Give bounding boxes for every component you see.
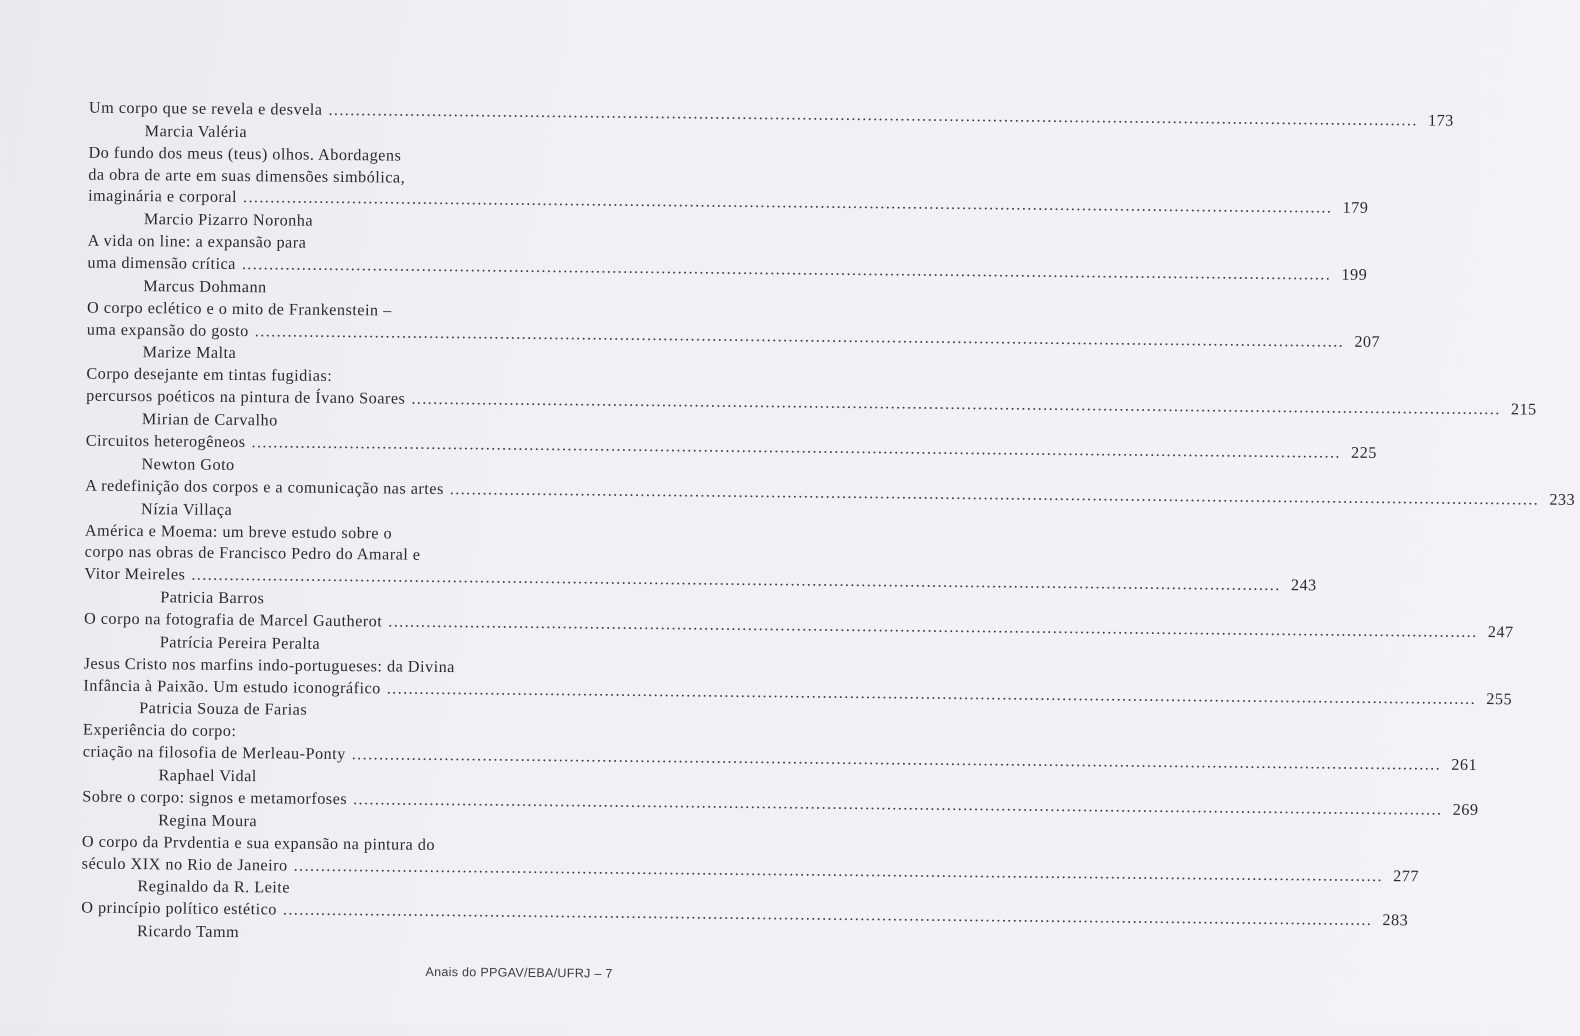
toc-entry-title-line: A vida on line: a expansão para bbox=[87, 231, 307, 252]
toc-entry-author: Marcio Pizarro Noronha bbox=[143, 210, 314, 230]
toc-entry-title-line: Circuitos heterogêneos bbox=[85, 431, 246, 452]
toc-entry-title-line: corpo nas obras de Francisco Pedro do Amaral e bbox=[84, 542, 421, 565]
toc-entry-author: Ricardo Tamm bbox=[136, 922, 240, 942]
toc-entry bbox=[85, 475, 1576, 525]
toc-entry-title-line: imaginária e corporal bbox=[88, 186, 238, 207]
toc-entry-page-number: 199 bbox=[1341, 265, 1368, 284]
dot-leader: ........................................................................................................................................................................................................ bbox=[241, 255, 1332, 284]
toc-entry bbox=[83, 609, 1514, 659]
toc-entry-title-line: Do fundo dos meus (teus) olhos. Abordagens bbox=[88, 143, 402, 165]
toc-entry bbox=[83, 653, 1513, 725]
toc-entry-title-line: uma expansão do gosto bbox=[86, 320, 249, 340]
toc-entry-title-line: O princípio político estético bbox=[81, 898, 278, 919]
toc-entry-page-number: 243 bbox=[1290, 576, 1317, 595]
toc-entry-title-line: O corpo eclético e o mito de Frankenstein – bbox=[86, 298, 392, 320]
toc-entry-page-number: 207 bbox=[1354, 332, 1381, 351]
toc-entry-title-line: criação na filosofia de Merleau-Ponty bbox=[82, 742, 346, 764]
toc-entry-author: Patricia Souza de Farias bbox=[139, 699, 308, 720]
toc-entry-page-number: 277 bbox=[1393, 866, 1420, 885]
toc-entry-page-number: 283 bbox=[1382, 911, 1409, 930]
dot-leader: ........................................................................................................................................................................................................ bbox=[386, 679, 1477, 708]
toc-entry-page-number: 247 bbox=[1487, 622, 1514, 642]
toc-entry-title-line: século XIX no Rio de Janeiro bbox=[81, 854, 288, 875]
toc-entry-page-number: 255 bbox=[1486, 689, 1513, 708]
toc-entry-page-number: 173 bbox=[1427, 111, 1454, 130]
toc-entry-author: Patricia Barros bbox=[160, 588, 265, 608]
dot-leader: ........................................................................................................................................................................................................ bbox=[242, 188, 1333, 217]
toc-entry-title-line: uma dimensão crítica bbox=[87, 253, 237, 273]
toc-entry bbox=[82, 786, 1479, 836]
toc-entry bbox=[82, 720, 1478, 792]
toc-entry-title-line: Corpo desejante em tintas fugidias: bbox=[86, 364, 333, 386]
toc-entry-title-line: A redefinição dos corpos e a comunicação nas artes bbox=[85, 476, 444, 498]
toc-entry-page-number: 261 bbox=[1451, 755, 1478, 775]
toc-entry-title-line: da obra de arte em suas dimensões simbólica, bbox=[88, 165, 406, 187]
dot-leader: ........................................................................................................................................................................................................ bbox=[282, 900, 1373, 930]
dot-leader: ........................................................................................................................................................................................................ bbox=[254, 321, 1345, 351]
toc-entry-title-line: Jesus Cristo nos marfins indo-portugueses: da Divina bbox=[83, 654, 455, 676]
toc-entry bbox=[87, 231, 1368, 303]
toc-entry-author: Marcia Valéria bbox=[144, 121, 248, 141]
table-of-contents bbox=[81, 98, 1576, 948]
toc-entry-page-number: 233 bbox=[1549, 490, 1576, 509]
toc-entry bbox=[86, 364, 1537, 436]
toc-entry-title-line: Um corpo que se revela e desvela bbox=[88, 98, 323, 119]
running-footer: Anais do PPGAV/EBA/UFRJ – 7 bbox=[425, 964, 613, 981]
dot-leader: ........................................................................................................................................................................................................ bbox=[411, 389, 1501, 419]
toc-entry-page-number: 269 bbox=[1452, 800, 1479, 819]
toc-entry-title-line: América e Moema: um breve estudo sobre o bbox=[84, 521, 393, 543]
dot-leader: ........................................................................................................................................................................................................ bbox=[351, 745, 1442, 774]
toc-entry-title-line: Vitor Meireles bbox=[84, 564, 186, 584]
toc-entry-title-line: O corpo da Prvdentia e sua expansão na pintura do bbox=[81, 832, 436, 854]
toc-entry-title-line: percursos poéticos na pintura de Ívano Soares bbox=[86, 386, 406, 408]
toc-entry bbox=[88, 142, 1369, 235]
toc-entry-author: Regina Moura bbox=[158, 811, 258, 830]
toc-entry bbox=[88, 98, 1454, 148]
toc-entry bbox=[86, 297, 1381, 369]
toc-entry-author: Marcus Dohmann bbox=[143, 276, 267, 297]
toc-entry-author: Marize Malta bbox=[142, 343, 237, 363]
toc-entry bbox=[81, 898, 1409, 948]
dot-leader: ........................................................................................................................................................................................................ bbox=[328, 100, 1418, 130]
toc-entry-page-number: 225 bbox=[1351, 443, 1377, 462]
toc-entry-author: Raphael Vidal bbox=[158, 766, 257, 786]
toc-entry-author: Newton Goto bbox=[141, 454, 235, 474]
dot-leader: ........................................................................................................................................................................................................ bbox=[293, 856, 1384, 885]
toc-entry-author: Patrícia Pereira Peralta bbox=[159, 633, 321, 653]
dot-leader: ........................................................................................................................................................................................................ bbox=[353, 790, 1443, 819]
dot-leader: ........................................................................................................................................................................................................ bbox=[449, 479, 1540, 509]
toc-entry-title-line: O corpo na fotografia de Marcel Gautherot bbox=[83, 609, 383, 631]
toc-entry-page-number: 215 bbox=[1510, 400, 1537, 419]
dot-leader: ........................................................................................................................................................................................................ bbox=[191, 565, 1281, 595]
dot-leader: ........................................................................................................................................................................................................ bbox=[251, 433, 1341, 462]
toc-entry bbox=[84, 520, 1317, 613]
toc-entry-title-line: Sobre o corpo: signos e metamorfoses bbox=[82, 787, 348, 809]
toc-entry-page-number: 179 bbox=[1342, 199, 1369, 218]
toc-entry-title-line: Experiência do corpo: bbox=[82, 720, 237, 741]
dot-leader: ........................................................................................................................................................................................................ bbox=[388, 612, 1478, 641]
toc-entry-author: Nízia Villaça bbox=[141, 499, 233, 519]
toc-entry bbox=[81, 831, 1420, 903]
toc-entry-author: Reginaldo da R. Leite bbox=[137, 877, 291, 897]
toc-entry-author: Mirian de Carvalho bbox=[141, 410, 278, 430]
toc-entry-title-line: Infância à Paixão. Um estudo iconográfico bbox=[83, 676, 381, 697]
toc-entry bbox=[85, 431, 1377, 481]
